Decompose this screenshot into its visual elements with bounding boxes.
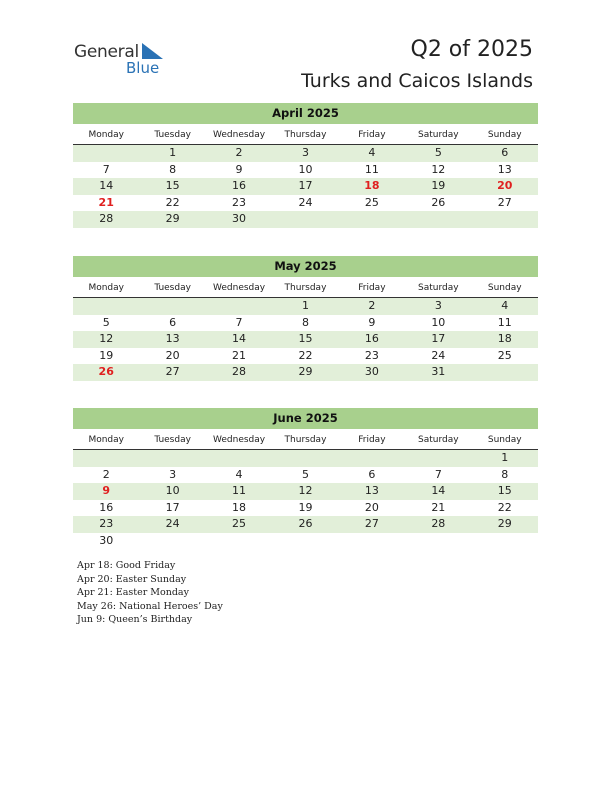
holiday-day-cell: 21 — [98, 195, 114, 209]
week-row — [73, 500, 538, 517]
day-cell — [472, 533, 538, 550]
logo-triangle-icon — [142, 43, 164, 59]
logo-text-general: General — [74, 42, 139, 62]
day-cell — [272, 211, 338, 228]
day-cell: 7 — [235, 315, 243, 329]
logo-text-blue: Blue — [126, 59, 160, 77]
week-row — [73, 178, 538, 195]
day-cell: 11 — [364, 162, 379, 176]
day-cell: 22 — [298, 348, 313, 362]
weekday-label: Saturday — [418, 283, 459, 293]
weekday-label: Sunday — [487, 130, 522, 140]
day-cell — [206, 298, 272, 315]
week-row — [73, 450, 538, 467]
day-cell: 18 — [232, 500, 247, 514]
day-cell: 1 — [301, 299, 309, 312]
day-cell: 17 — [431, 332, 446, 345]
day-cell — [339, 450, 405, 467]
week-row — [73, 315, 538, 332]
weekday-label: Monday — [88, 130, 124, 140]
day-cell: 19 — [99, 348, 114, 362]
day-cell: 29 — [298, 365, 313, 378]
day-cell: 29 — [497, 517, 512, 530]
day-cell: 28 — [232, 365, 247, 378]
day-cell: 3 — [169, 467, 177, 481]
day-cell: 27 — [497, 195, 512, 209]
weekday-label: Sunday — [487, 435, 522, 445]
weekday-label: Sunday — [487, 283, 522, 293]
month-title: June 2025 — [73, 408, 538, 429]
day-cell — [139, 533, 205, 550]
day-cell: 21 — [431, 500, 446, 514]
day-cell: 5 — [301, 467, 309, 481]
day-cell — [206, 450, 272, 467]
day-cell: 15 — [497, 484, 512, 497]
day-cell — [472, 211, 538, 228]
day-cell: 16 — [364, 332, 379, 345]
weekday-label: Friday — [358, 130, 386, 140]
holiday-note: Apr 18: Good Friday — [77, 560, 176, 571]
week-row — [73, 331, 538, 348]
day-cell: 28 — [99, 212, 114, 225]
day-cell: 11 — [497, 315, 512, 329]
day-cell: 25 — [232, 517, 247, 530]
weekday-label: Friday — [358, 435, 386, 445]
day-cell — [139, 298, 205, 315]
weekday-label: Tuesday — [154, 130, 191, 140]
day-cell: 30 — [232, 212, 247, 225]
day-cell: 24 — [298, 195, 313, 209]
quarter-title: Q2 of 2025 — [410, 37, 533, 62]
week-row — [73, 533, 538, 550]
day-cell: 9 — [235, 162, 243, 176]
week-row — [73, 516, 538, 533]
day-cell: 12 — [431, 162, 446, 176]
weekday-label: Wednesday — [213, 435, 266, 445]
weekday-label: Thursday — [284, 130, 327, 140]
week-row — [73, 483, 538, 500]
day-cell: 19 — [431, 179, 446, 192]
holiday-note: Apr 20: Easter Sunday — [77, 573, 187, 585]
day-cell: 23 — [99, 517, 114, 530]
weekday-label: Tuesday — [154, 435, 191, 445]
day-cell: 2 — [235, 146, 243, 159]
day-cell: 14 — [99, 179, 114, 192]
day-cell: 6 — [501, 146, 509, 159]
day-cell — [339, 211, 405, 228]
holiday-day-cell: 26 — [98, 365, 114, 378]
day-cell: 8 — [501, 467, 509, 481]
weekday-label: Thursday — [284, 283, 327, 293]
day-cell: 1 — [169, 146, 177, 159]
month-calendar-june — [73, 408, 538, 549]
day-cell: 24 — [431, 348, 446, 362]
day-cell: 3 — [434, 299, 442, 312]
day-cell: 21 — [232, 348, 247, 362]
day-cell — [339, 533, 405, 550]
week-row — [73, 162, 538, 179]
day-cell: 15 — [165, 179, 180, 192]
day-cell — [472, 364, 538, 381]
day-cell: 23 — [232, 195, 247, 209]
day-cell: 14 — [232, 332, 247, 345]
day-cell: 10 — [298, 162, 313, 176]
weekday-label: Monday — [88, 435, 124, 445]
day-cell: 10 — [165, 484, 180, 497]
week-row — [73, 348, 538, 365]
day-cell: 14 — [431, 484, 446, 497]
day-cell: 17 — [165, 500, 180, 514]
week-row — [73, 364, 538, 381]
day-cell: 4 — [235, 467, 243, 481]
holiday-note: Apr 21: Easter Monday — [77, 587, 189, 598]
day-cell — [405, 533, 471, 550]
weekday-header-row — [73, 431, 538, 450]
month-calendar-april — [73, 103, 538, 228]
day-cell: 25 — [364, 195, 379, 209]
day-cell — [73, 298, 139, 315]
day-cell: 16 — [99, 500, 114, 514]
weekday-label: Wednesday — [213, 283, 266, 293]
weekday-label: Thursday — [284, 435, 327, 445]
day-cell: 30 — [364, 365, 379, 378]
day-cell — [405, 211, 471, 228]
day-cell: 22 — [165, 195, 180, 209]
day-cell: 19 — [298, 500, 313, 514]
week-row — [73, 298, 538, 315]
day-cell: 13 — [364, 484, 379, 497]
day-cell — [272, 533, 338, 550]
day-cell: 9 — [368, 315, 376, 329]
weekday-label: Saturday — [418, 130, 459, 140]
month-title: May 2025 — [73, 256, 538, 277]
day-cell — [272, 450, 338, 467]
weekday-label: Friday — [358, 283, 386, 293]
holiday-note: May 26: National Heroes’ Day — [77, 600, 223, 612]
day-cell: 31 — [431, 365, 446, 378]
holiday-day-cell: 20 — [497, 179, 513, 192]
weekday-label: Wednesday — [213, 130, 266, 140]
day-cell: 8 — [301, 315, 309, 329]
weekday-label: Tuesday — [154, 283, 191, 293]
holiday-day-cell: 18 — [364, 179, 380, 192]
month-title: April 2025 — [73, 103, 538, 124]
day-cell: 26 — [431, 195, 446, 209]
day-cell: 5 — [434, 146, 442, 159]
holiday-day-cell: 9 — [102, 484, 111, 497]
week-row — [73, 195, 538, 212]
day-cell — [73, 450, 139, 467]
day-cell: 22 — [497, 500, 512, 514]
day-cell: 29 — [165, 212, 180, 225]
day-cell: 23 — [364, 348, 379, 362]
weekday-header-row — [73, 279, 538, 298]
day-cell: 7 — [434, 467, 442, 481]
day-cell — [206, 533, 272, 550]
day-cell: 10 — [431, 315, 446, 329]
day-cell: 13 — [165, 332, 180, 345]
day-cell: 20 — [165, 348, 180, 362]
day-cell: 24 — [165, 517, 180, 530]
day-cell: 25 — [497, 348, 512, 362]
day-cell: 12 — [298, 484, 313, 497]
weekday-label: Saturday — [418, 435, 459, 445]
weekday-label: Monday — [88, 283, 124, 293]
month-calendar-may — [73, 256, 538, 381]
week-row — [73, 211, 538, 228]
day-cell — [139, 450, 205, 467]
holiday-note: Jun 9: Queen’s Birthday — [77, 614, 193, 625]
day-cell: 27 — [364, 517, 379, 530]
day-cell: 18 — [497, 332, 512, 345]
day-cell: 30 — [99, 533, 114, 547]
day-cell: 2 — [102, 467, 110, 481]
day-cell: 20 — [364, 500, 379, 514]
country-name: Turks and Caicos Islands — [301, 70, 533, 92]
day-cell: 6 — [368, 467, 376, 481]
day-cell: 6 — [169, 315, 177, 329]
day-cell: 26 — [298, 517, 313, 530]
day-cell: 1 — [501, 451, 509, 464]
day-cell — [405, 450, 471, 467]
day-cell: 5 — [102, 315, 110, 329]
weekday-header-row — [73, 126, 538, 145]
week-row — [73, 467, 538, 484]
day-cell: 13 — [497, 162, 512, 176]
day-cell: 12 — [99, 332, 114, 345]
day-cell: 15 — [298, 332, 313, 345]
day-cell: 16 — [232, 179, 247, 192]
holiday-notes — [77, 559, 223, 627]
day-cell: 8 — [169, 162, 177, 176]
day-cell: 4 — [501, 299, 509, 312]
day-cell: 27 — [165, 365, 180, 378]
day-cell: 7 — [102, 162, 110, 176]
day-cell: 4 — [368, 146, 376, 159]
week-row — [73, 145, 538, 162]
day-cell: 2 — [368, 299, 376, 312]
day-cell — [73, 145, 139, 162]
day-cell: 17 — [298, 179, 313, 192]
day-cell: 28 — [431, 517, 446, 530]
day-cell: 3 — [301, 146, 309, 159]
day-cell: 11 — [232, 484, 247, 497]
